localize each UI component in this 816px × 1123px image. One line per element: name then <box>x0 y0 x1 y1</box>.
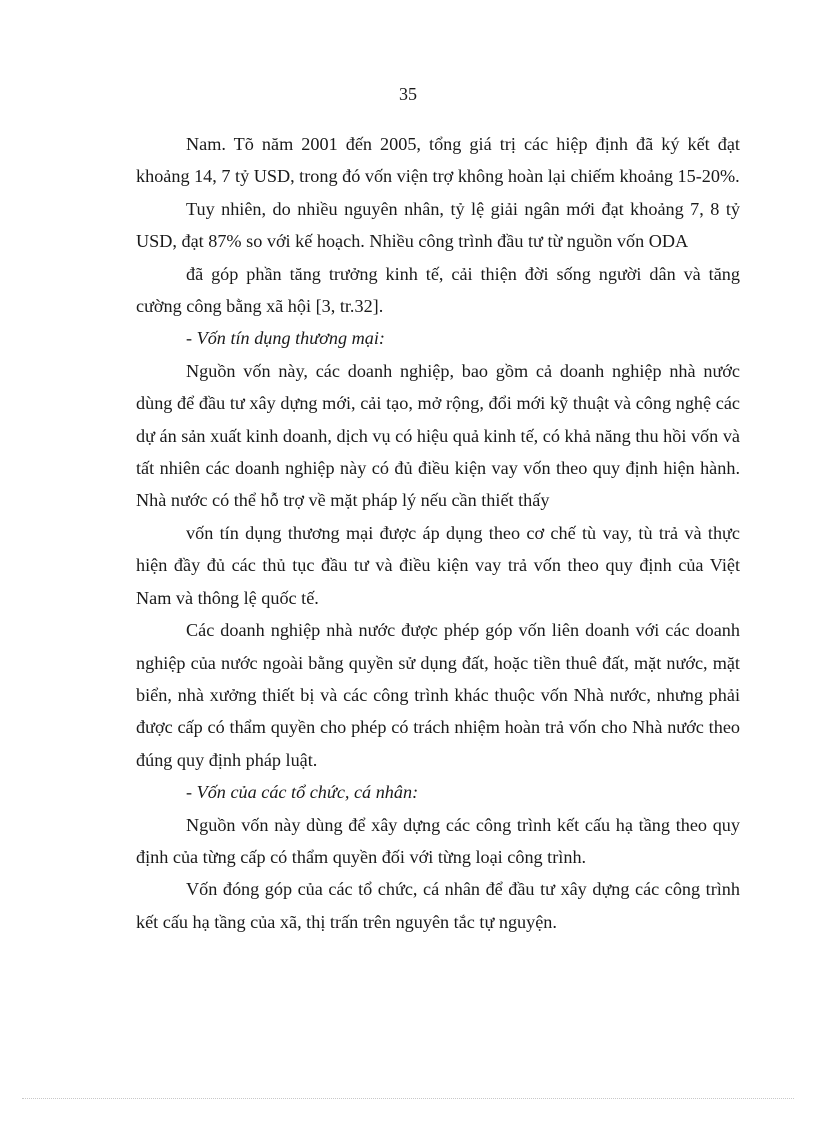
section-heading-organizations-individuals: - Vốn của các tổ chức, cá nhân: <box>186 782 419 803</box>
paragraph-oda-agreements: Nam. Tõ năm 2001 đến 2005, tổng giá trị các hiệp định đã ký kết đạt khoảng 14, 7 tỷ USD, trong đó vốn viện trợ không hoàn lại chiếm khoảng 15-20%. <box>136 134 740 187</box>
document-body <box>136 128 740 938</box>
paragraph-commercial-credit-use: Nguồn vốn này, các doanh nghiệp, bao gồm cả doanh nghiệp nhà nước dùng để đầu tư xây dựng mới, cải tạo, mở rộng, đổi mới kỹ thuật và công nghệ các dự án sản xuất kinh doanh, dịch vụ có hiệu quả kinh tế, có khả năng thu hồi vốn và tất nhiên các doanh nghiệp này có đủ điều kiện vay vốn theo quy định hiện hành. Nhà nước có thể hỗ trợ về mặt pháp lý nếu cần thiết thấy <box>136 360 740 511</box>
paragraph-commercial-credit-mechanism: vốn tín dụng thương mại được áp dụng theo cơ chế tù vay, tù trả và thực hiện đầy đủ các thủ tục đầu tư và điều kiện vay trả vốn theo quy định của Việt Nam và thông lệ quốc tế. <box>136 522 740 608</box>
paragraph-joint-venture: Các doanh nghiệp nhà nước được phép góp vốn liên doanh với các doanh nghiệp của nước ngoài bằng quyền sử dụng đất, hoặc tiền thuê đất, mặt nước, mặt biển, nhà xưởng thiết bị và các công trình khác thuộc vốn Nhà nước, nhưng phải được cấp có thẩm quyền cho phép có trách nhiệm hoàn trả vốn cho Nhà nước theo đúng quy định pháp luật. <box>136 620 740 770</box>
section-heading-commercial-credit: - Vốn tín dụng thương mại: <box>186 328 385 349</box>
paragraph-disbursement-rate: Tuy nhiên, do nhiều nguyên nhân, tỷ lệ giải ngân mới đạt khoảng 7, 8 tỷ USD, đạt 87% so với kế hoạch. Nhiều công trình đầu tư từ nguồn vốn ODA <box>136 198 740 252</box>
paragraph-oda-contribution: đã góp phần tăng trưởng kinh tế, cải thiện đời sống người dân và tăng cường công bằng xã hội [3, tr.32]. <box>136 263 740 317</box>
page-bottom-divider <box>22 1098 794 1099</box>
paragraph-voluntary-contribution: Vốn đóng góp của các tổ chức, cá nhân để đầu tư xây dựng các công trình kết cấu hạ tầng của xã, thị trấn trên nguyên tắc tự nguyện. <box>136 879 740 932</box>
page-number: 35 <box>399 84 417 104</box>
paragraph-infrastructure-funding: Nguồn vốn này dùng để xây dựng các công trình kết cấu hạ tầng theo quy định của từng cấp có thẩm quyền đối với từng loại công trình. <box>136 814 740 867</box>
